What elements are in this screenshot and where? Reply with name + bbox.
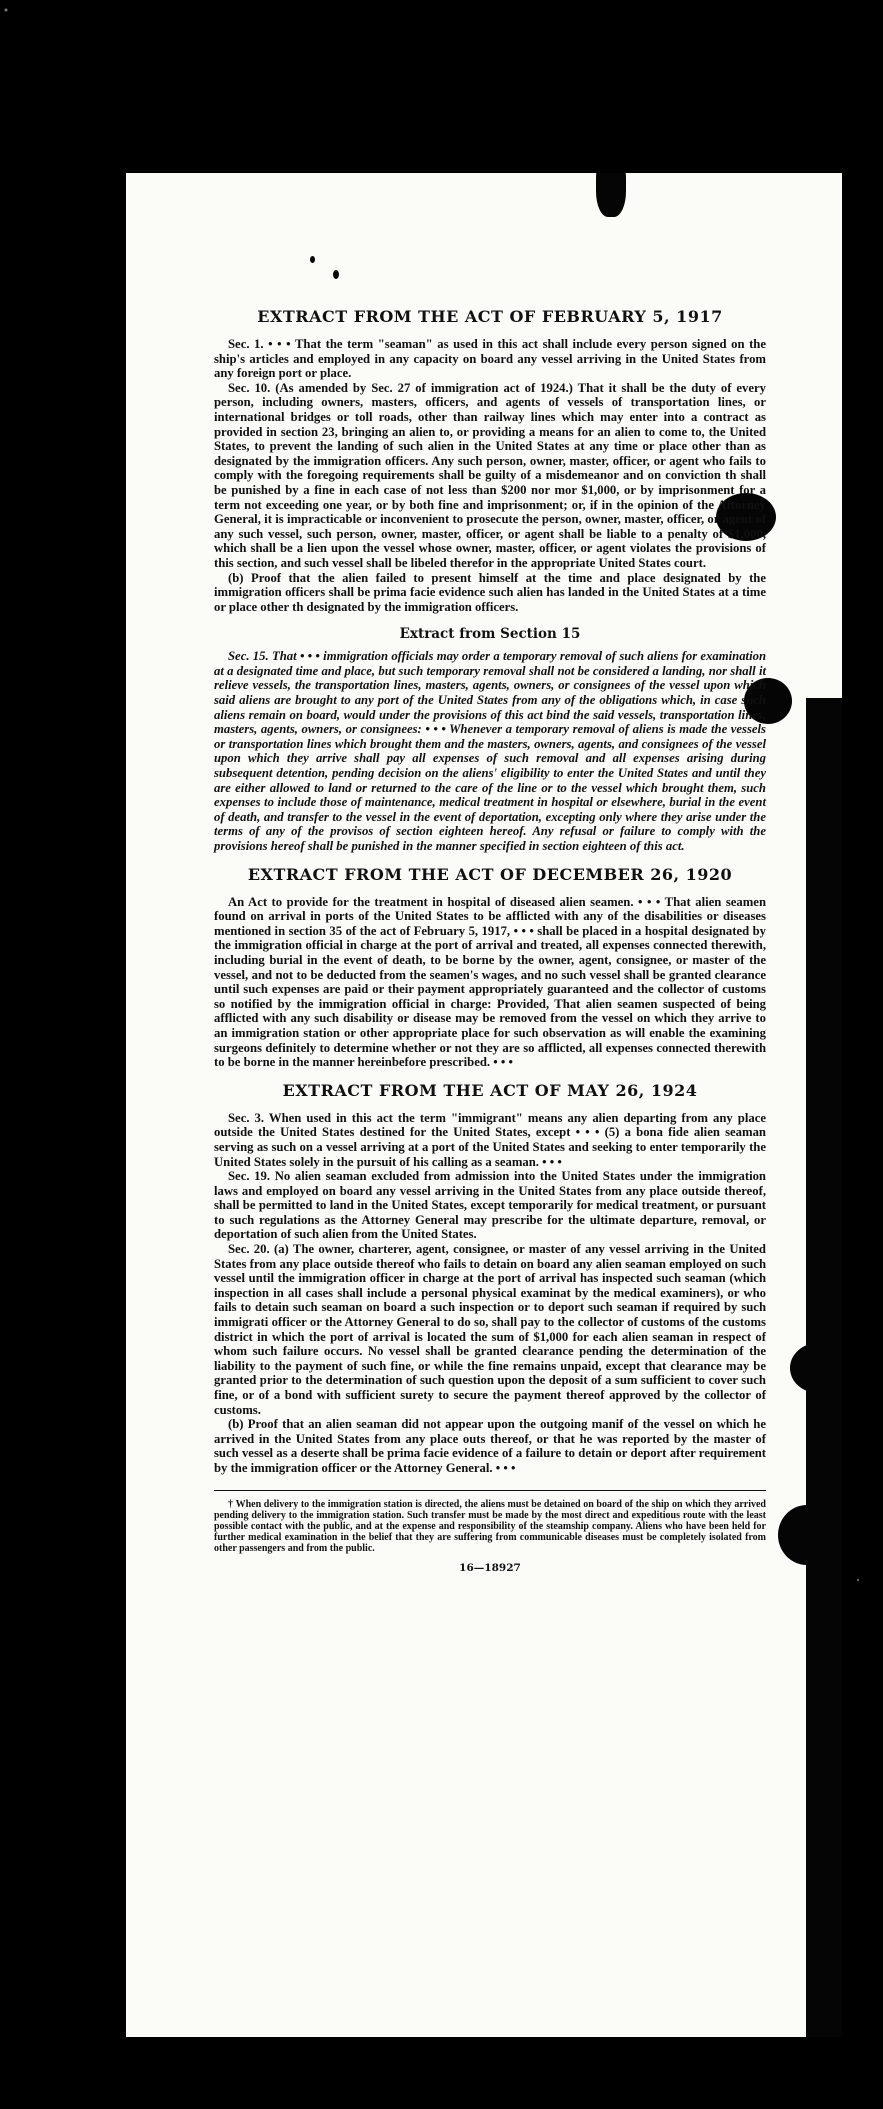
paragraph: Sec. 15. That • • • immigration officials may order a temporary removal of such aliens for examination at a designated time and place, but such temporary removal shall not be considered a landing, nor shall it relieve vessels, the transportation lines, masters, agents, owners, or consignees of the vessel upon which said aliens are brought to any port of the United States from any of the obligations which, in case such aliens remain on board, would under the provisions of this act bind the said vessels, transportation lines, masters, agents, owners, or consignees: • • • Whenever a temporary removal of aliens is made the vessels or transportation lines which brought them and the masters, owners, agents, and consignees of the vessel upon which they arrive shall pay all expenses of such removal and all expenses arising during subsequent detention, pending decision on the aliens' eligibility to enter the United States and until they are either allowed to land or returned to the care of the line or to the vessel which brought them, such expenses to include those of maintenance, medical treatment in hospital or elsewhere, burial in the event of death, and transfer to the vessel in the event of deportation, excepting only where they arise under the terms of any of the provisos of section eighteen hereof. Any refusal or failure to comply with the provisions hereof shall be punished in the manner specified in section eighteen of this act.: [214, 649, 766, 853]
section-heading: EXTRACT FROM THE ACT OF FEBRUARY 5, 1917: [257, 307, 723, 326]
section-body: [214, 649, 766, 853]
scan-blot: [790, 1343, 842, 1393]
scan-speck: [310, 256, 315, 263]
paragraph: (b) Proof that the alien failed to present himself at the time and place designated by the immigration officers shall be prima facie evidence such alien has landed in the United States at a time or place other th designated by the immigration officers.: [214, 570, 766, 614]
footnote: † When delivery to the immigration station is directed, the aliens must be detained on board of the ship on which they arrived pending delivery to the immigration station. Such transfer must be made by the most direct and expeditious route with the least possible contact with the public, and at the expense and responsibility of the steamship company. Aliens who have been held for further medical examination in the belief that they are suffering from communicable diseases must be completely isolated from other passengers and from the public.: [214, 1498, 766, 1554]
paragraph: Sec. 20. (a) The owner, charterer, agent, consignee, or master of any vessel arriving in the United States from any place outside thereof who fails to detain on board any alien seaman employed on such vessel until the immigration officer in charge at the port of arrival has inspected such seaman (which inspection in all cases shall include a personal physical examinat by the medical examiners), or who fails to detain such seaman on board a such inspection or to deport such seaman if required by such immigrati officer or the Attorney General to do so, shall pay to the collector of customs of the customs district in which the port of arrival is located the sum of $1,000 for each alien seaman in respect of whom such failure occurs. No vessel shall be granted clearance pending the determination of the liability to the payment of such fine, or while the fine remains unpaid, except that clearance may be granted prior to the determination of such question upon the deposit of a sum sufficient to cover such fine, or of a bond with sufficient surety to secure the payment thereof approved by the collector of customs.: [214, 1242, 766, 1417]
paragraph: Sec. 19. No alien seaman excluded from admission into the United States under the immigration laws and employed on board any vessel arriving in the United States from any place outside thereof, shall be permitted to land in the United States, except temporarily for medical treatment, or pursuant to such regulations as the Attorney General may prescribe for the ultimate departure, removal, or deportation of such alien from the United States.: [214, 1169, 766, 1242]
paragraph: Sec. 1. • • • That the term "seaman" as used in this act shall include every person signed on the ship's articles and employed in any capacity on board any vessel arriving in the United States from any foreign port or place.: [214, 337, 766, 381]
paragraph: Sec. 10. (As amended by Sec. 27 of immigration act of 1924.) That it shall be the duty of every person, including owners, masters, officers, and agents of vessels of transportation lines, or international bridges or toll roads, other than railway lines which may enter into a contract as provided in section 23, bringing an alien to, or providing a means for an alien to come to, the United States, to prevent the landing of such alien in the United States at any time or place other than as designated by the immigration officers. Any such person, owner, master, officer, or agent who fails to comply with the foregoing requirements shall be guilty of a misdemeanor and on conviction th shall be punished by a fine in each case of not less than $200 nor mor $1,000, or by imprisonment for a term not exceeding one year, or by both fine and imprisonment; or, if in the opinion of the Attorney General, it is impracticable or inconvenient to prosecute the person, owner, master, officer, or agent of any such vessel, such person, owner, master, officer, or agent shall be liable to a penalty of $1,000, which shall be a lien upon the vessel whose owner, master, officer, or agent violates the provisions of this section, and such vessel shall be libeled therefor in the appropriate United States court.: [214, 380, 766, 570]
paragraph: An Act to provide for the treatment in hospital of diseased alien seamen. • • • That alien seamen found on arrival in ports of the United States to be afflicted with any of the disabilities or diseases mentioned in section 35 of the act of February 5, 1917, • • • shall be placed in a hospital designated by the immigration official in charge at the port of arrival and treated, all expenses connected therewith, including burial in the event of death, to be borne by the owner, agent, consignee, or master of the vessel, and not to be deducted from the seamen's wages, and no such vessel shall be granted clearance until such expenses are paid or their payment appropriately guaranteed and the collector of customs so notified by the immigration official in charge: Provided, That alien seamen suspected of being afflicted with any such disability or disease may be removed from the vessel on which they arrive to an immigration station or other appropriate place for such observation as will enable the examining surgeons definitely to determine whether or not they are so afflicted, all expenses connected therewith to be borne in the manner hereinbefore prescribed. • • •: [214, 894, 766, 1070]
paragraph: (b) Proof that an alien seaman did not appear upon the outgoing manif of the vessel on which he arrived in the United States from any place outs thereof, or that he was reported by the master of such vessel as a deserte shall be prima facie evidence of a failure to detain or deport after requirement by the immigration officer or the Attorney General. • • •: [214, 1417, 766, 1475]
section-body: [214, 1111, 766, 1476]
section-body: [214, 337, 766, 614]
scan-blot: [596, 173, 626, 217]
footnote-divider: [214, 1490, 766, 1491]
document-content: [214, 307, 766, 1574]
section-heading: EXTRACT FROM THE ACT OF DECEMBER 26, 1920: [247, 864, 733, 884]
section-body: [214, 895, 766, 1070]
section-subheading: Extract from Section 15: [399, 626, 581, 643]
scan-blot: [778, 1505, 836, 1565]
paragraph: Sec. 3. When used in this act the term "immigrant" means any alien departing from any place outside the United States destined for the United States, except • • • (5) a bona fide alien seaman serving as such on a vessel arriving at a port of the United States and seeking to enter temporarily the United States solely in the pursuit of his calling as a seaman. • • •: [214, 1110, 766, 1169]
page-number: 16—18927: [459, 1561, 521, 1574]
section-heading: EXTRACT FROM THE ACT OF MAY 26, 1924: [282, 1080, 698, 1100]
document-page: [126, 173, 842, 2037]
scan-speck: [333, 270, 339, 279]
